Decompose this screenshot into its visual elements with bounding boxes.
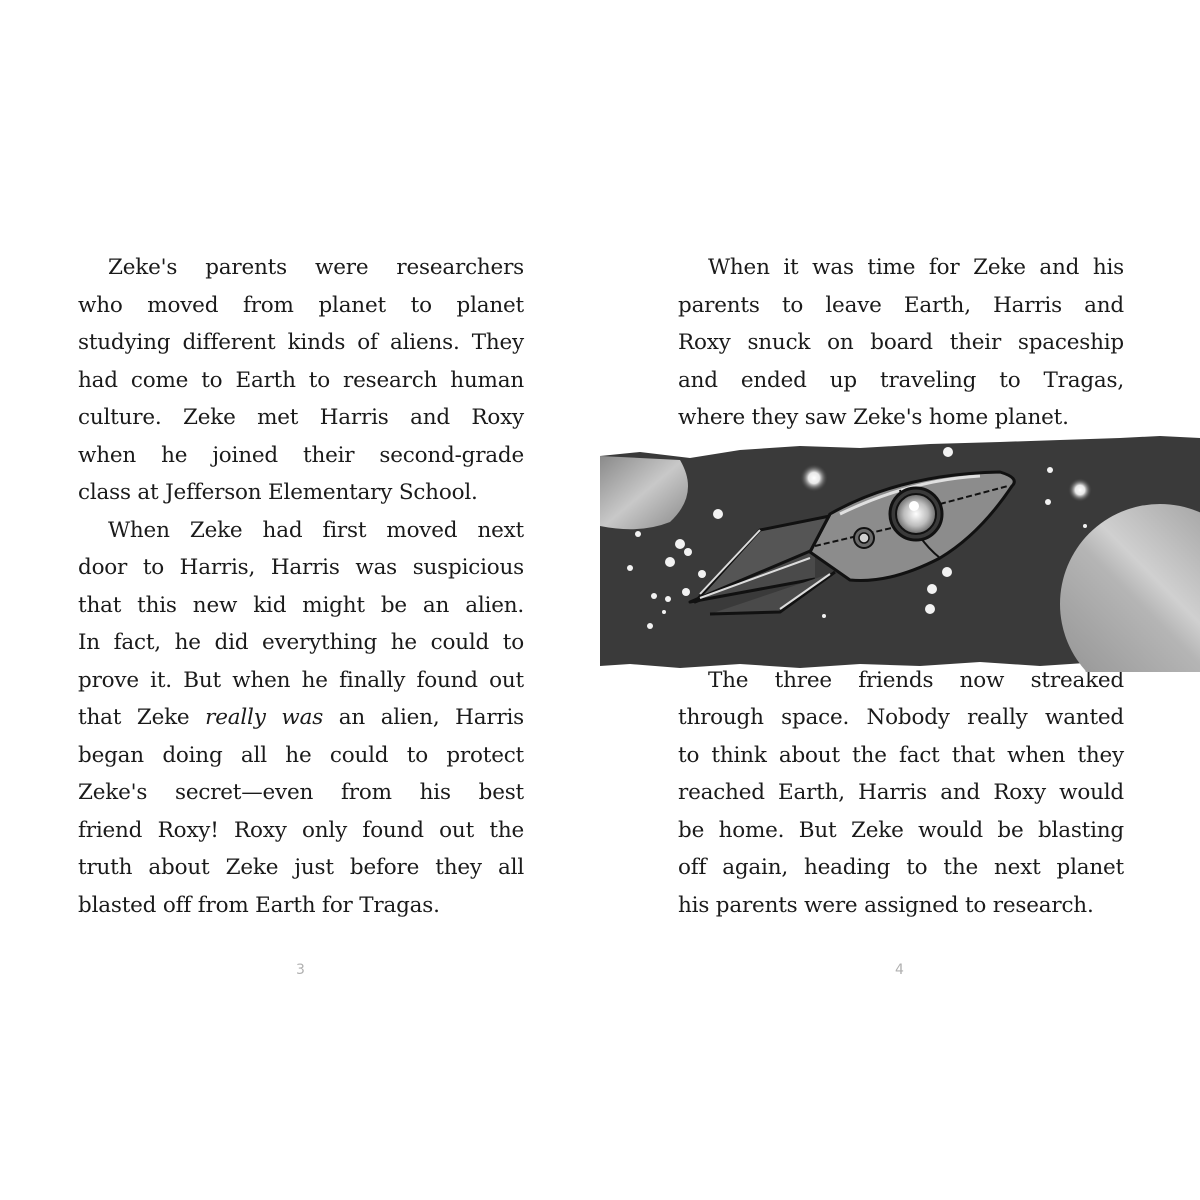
- text-line: had come to Earth to research human: [78, 368, 524, 393]
- text-line: and ended up traveling to Tragas,: [678, 368, 1124, 393]
- text-line: In fact, he did everything he could to: [78, 630, 524, 655]
- text-line: The three friends now streaked: [708, 668, 1124, 693]
- text-line: through space. Nobody really wanted: [678, 705, 1124, 730]
- text-line: be home. But Zeke would be blasting: [678, 818, 1124, 843]
- text-line: reached Earth, Harris and Roxy would: [678, 780, 1124, 805]
- text-line: his parents were assigned to research.: [678, 893, 1094, 918]
- text-fragment: that Zeke: [78, 705, 206, 730]
- page-number: 4: [895, 962, 904, 978]
- text-line: parents to leave Earth, Harris and: [678, 293, 1124, 318]
- text-line: Zeke's parents were researchers: [108, 255, 524, 280]
- emphasis-text: really was: [205, 705, 324, 730]
- text-line: truth about Zeke just before they all: [78, 855, 524, 880]
- text-line: When it was time for Zeke and his: [708, 255, 1124, 280]
- text-line: friend Roxy! Roxy only found out the: [78, 818, 524, 843]
- text-line: door to Harris, Harris was suspicious: [78, 555, 524, 580]
- text-line: culture. Zeke met Harris and Roxy: [78, 405, 524, 430]
- rocket-illustration: [600, 434, 1200, 672]
- text-line: began doing all he could to protect: [78, 743, 524, 768]
- text-line: Roxy snuck on board their spaceship: [678, 330, 1124, 355]
- text-line: off again, heading to the next planet: [678, 855, 1124, 880]
- page-number: 3: [296, 962, 305, 978]
- text-line: to think about the fact that when they: [678, 743, 1124, 768]
- text-line: prove it. But when he finally found out: [78, 668, 524, 693]
- text-line: that this new kid might be an alien.: [78, 593, 524, 618]
- text-line: where they saw Zeke's home planet.: [678, 405, 1069, 430]
- text-fragment: an alien, Harris: [323, 705, 524, 730]
- text-line: When Zeke had first moved next: [108, 518, 524, 543]
- text-line: who moved from planet to planet: [78, 293, 524, 318]
- text-line: class at Jefferson Elementary School.: [78, 480, 478, 505]
- text-line-with-emphasis: [78, 703, 524, 733]
- text-line: blasted off from Earth for Tragas.: [78, 893, 440, 918]
- text-line: studying different kinds of aliens. They: [78, 330, 524, 355]
- text-line: when he joined their second-grade: [78, 443, 524, 468]
- text-line: Zeke's secret—even from his best: [78, 780, 524, 805]
